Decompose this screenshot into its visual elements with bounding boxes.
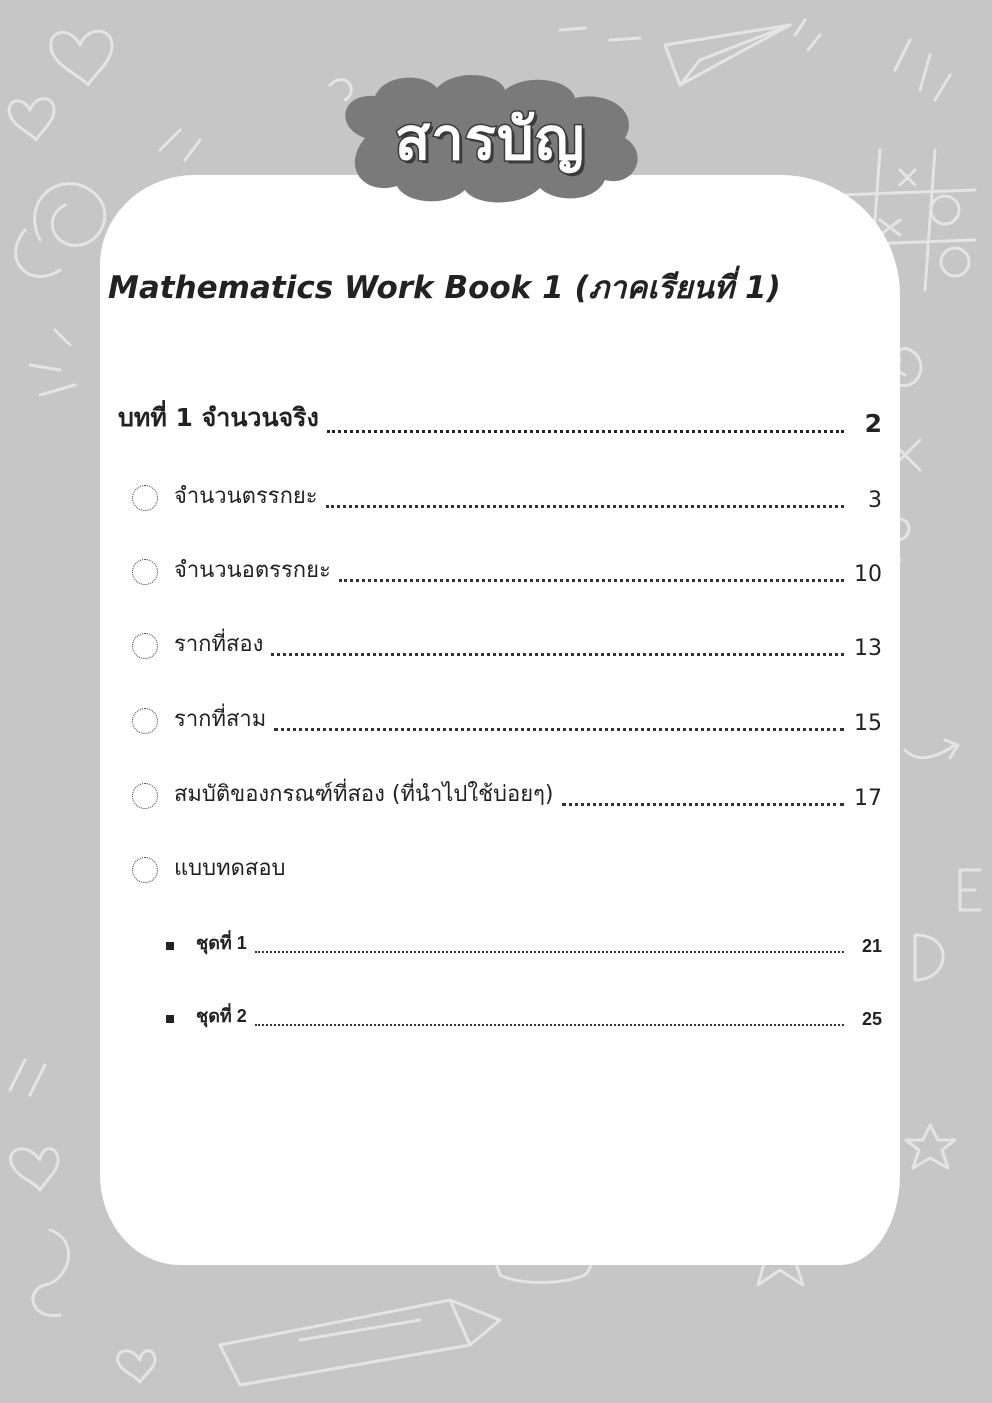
toc-section[interactable] xyxy=(132,626,882,661)
toc-section[interactable] xyxy=(132,776,882,811)
subsection-label: ชุดที่ 1 xyxy=(196,933,247,953)
circle-bullet-icon xyxy=(132,633,158,659)
dot-leader xyxy=(271,653,844,656)
square-bullet-icon xyxy=(166,942,174,950)
section-label: สมบัติของกรณฑ์ที่สอง (ที่นำไปใช้บ่อยๆ) xyxy=(174,782,554,807)
toc-section[interactable] xyxy=(132,850,882,885)
section-label: รากที่สาม xyxy=(174,707,267,732)
dot-leader xyxy=(274,728,844,731)
dot-leader xyxy=(326,505,844,508)
toc-section[interactable] xyxy=(132,701,882,736)
dot-leader xyxy=(562,803,844,806)
chapter-label: บทที่ 1 จำนวนจริง xyxy=(118,403,319,432)
circle-bullet-icon xyxy=(132,559,158,585)
dot-leader xyxy=(255,951,844,953)
circle-bullet-icon xyxy=(132,783,158,809)
toc-subsection[interactable] xyxy=(166,1001,882,1030)
toc-subsection[interactable] xyxy=(166,928,882,957)
book-title: Mathematics Work Book 1 (ภาคเรียนที่ 1) xyxy=(108,270,781,306)
page-number: 10 xyxy=(854,562,882,587)
circle-bullet-icon xyxy=(132,857,158,883)
page-number: 13 xyxy=(854,636,882,661)
dot-leader xyxy=(339,579,844,582)
page-number: 25 xyxy=(861,1009,882,1029)
page-number: 21 xyxy=(861,936,882,956)
toc-section[interactable] xyxy=(132,478,882,513)
square-bullet-icon xyxy=(166,1015,174,1023)
section-label: รากที่สอง xyxy=(174,632,264,657)
page-number: 3 xyxy=(868,488,882,513)
dot-leader xyxy=(255,1024,844,1026)
toc-section[interactable] xyxy=(132,552,882,587)
circle-bullet-icon xyxy=(132,485,158,511)
circle-bullet-icon xyxy=(132,708,158,734)
page-number: 15 xyxy=(854,711,882,736)
page-number: 17 xyxy=(854,786,882,811)
subsection-label: ชุดที่ 2 xyxy=(196,1006,247,1026)
page-title: สารบัญ xyxy=(394,105,586,173)
toc-chapter[interactable] xyxy=(118,398,882,438)
page-number: 2 xyxy=(864,409,882,438)
section-label: จำนวนตรรกยะ xyxy=(174,484,318,509)
section-label: แบบทดสอบ xyxy=(174,856,286,881)
dot-leader xyxy=(327,430,844,433)
section-label: จำนวนอตรรกยะ xyxy=(174,558,331,583)
